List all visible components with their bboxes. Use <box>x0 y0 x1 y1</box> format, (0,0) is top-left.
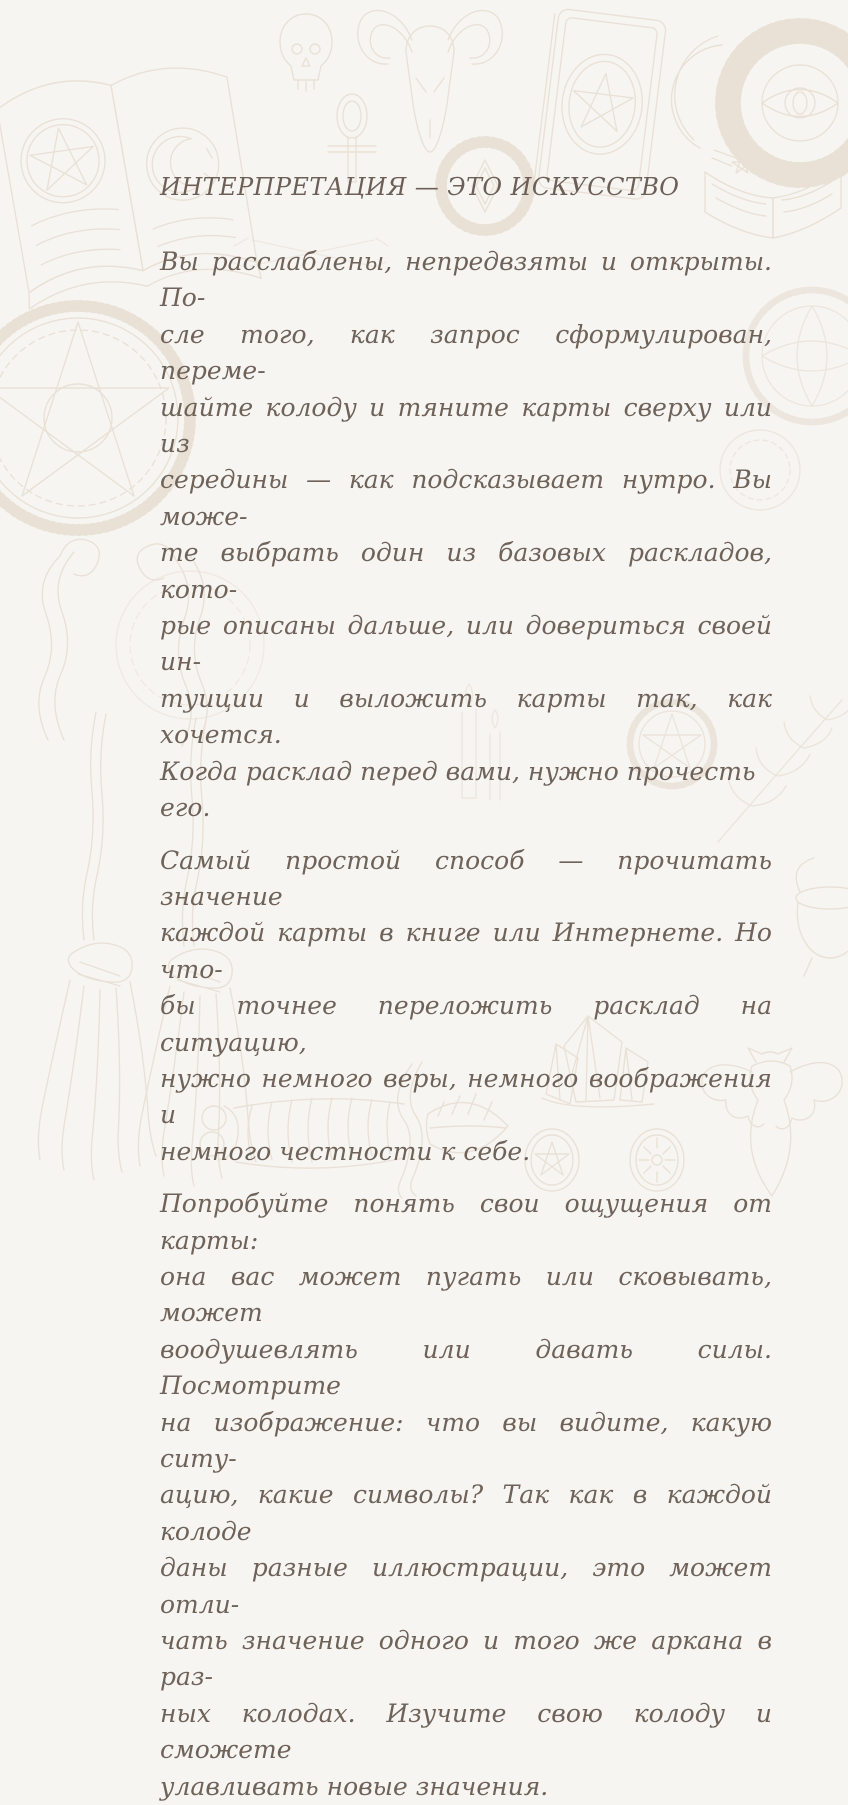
page-title: ИНТЕРПРЕТАЦИЯ — ЭТО ИСКУССТВО <box>160 173 680 201</box>
cauldron-icon <box>796 858 848 976</box>
text-line: Когда расклад перед вами, нужно прочесть его. <box>160 756 756 823</box>
text-line: на изображение: что вы видите, какую ситу- <box>160 1407 772 1473</box>
ram-skull-icon <box>358 10 503 152</box>
text-line: немного честности к себе. <box>160 1136 531 1166</box>
eye-rays-icon <box>672 31 848 175</box>
text-line: Попробуйте понять свои ощущения от карты: <box>160 1189 772 1255</box>
ankh-icon <box>328 94 376 182</box>
text-line: даны разные иллюстрации, это может отли- <box>160 1553 772 1619</box>
text-line: рые описаны дальше, или довериться своей ин- <box>160 611 772 677</box>
paragraph <box>160 244 772 827</box>
text-line: Вы расслаблены, непредвзяты и открыты. По- <box>160 247 772 313</box>
text-line: чать значение одного и того же аркана в раз- <box>160 1626 772 1692</box>
text-line: бы точнее переложить расклад на ситуацию, <box>160 991 772 1057</box>
text-line: сле того, как запрос сформулирован, переме- <box>160 319 772 386</box>
page-content <box>160 172 772 1805</box>
text-line: туиции и выложить карты так, как хочется. <box>160 683 772 750</box>
text-line: Самый простой способ — прочитать значение <box>160 845 772 911</box>
text-line: шайте колоду и тяните карты сверху или из <box>160 392 772 459</box>
paragraph <box>160 1186 772 1805</box>
text-line: середины — как подсказывает нутро. Вы може- <box>160 465 772 531</box>
text-line: ацию, какие символы? Так как в каждой колоде <box>160 1480 772 1546</box>
skull-icon <box>280 14 332 91</box>
paragraph <box>160 843 772 1171</box>
text-line: нужно немного веры, немного воображения и <box>160 1063 772 1130</box>
text-line: улавливать новые значения. <box>160 1771 549 1801</box>
text-line: те выбрать один из базовых раскладов, кото- <box>160 538 772 604</box>
text-line: ных колодах. Изучите свою колоду и сможете <box>160 1698 772 1765</box>
text-line: каждой карты в книге или Интернете. Но что- <box>160 918 772 984</box>
text-line: она вас может пугать или сковывать, может <box>160 1261 772 1328</box>
text-line: воодушевлять или давать силы. Посмотрите <box>160 1334 772 1401</box>
